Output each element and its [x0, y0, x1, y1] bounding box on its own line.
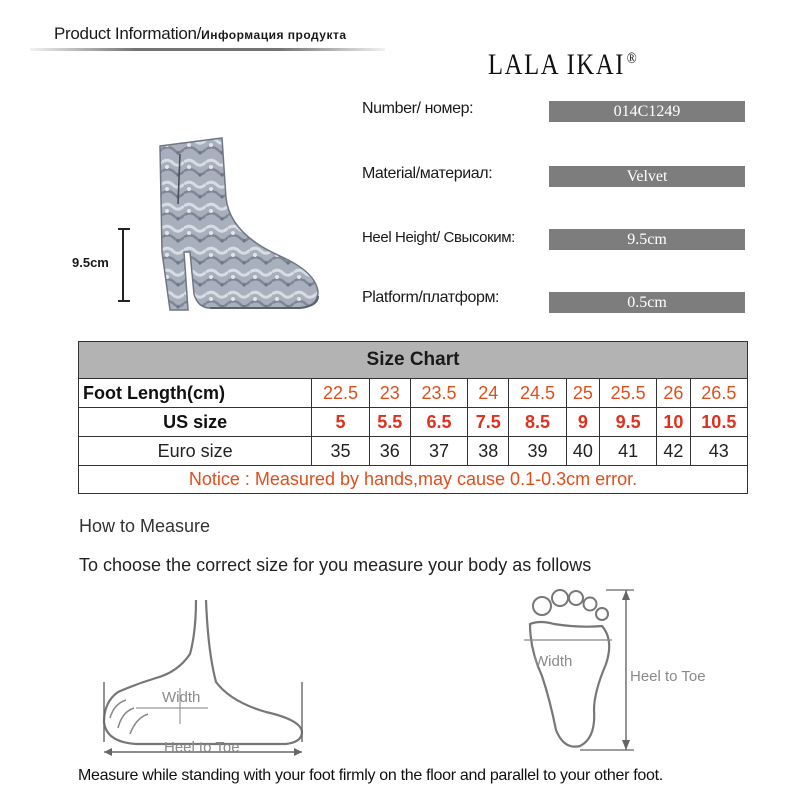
us-size-cell: 10	[657, 408, 690, 437]
size-chart-notice: Notice : Measured by hands,may cause 0.1-0.3cm error.	[79, 466, 748, 494]
spec-platform-value: 0.5cm	[549, 292, 745, 313]
foot-length-cell: 23.5	[410, 379, 467, 408]
measure-instruction: Measure while standing with your foot firmly on the floor and parallel to your other foot.	[78, 767, 663, 784]
euro-size-header: Euro size	[79, 437, 312, 466]
foot-length-cell: 25.5	[600, 379, 657, 408]
us-size-header: US size	[79, 408, 312, 437]
foot-length-cell: 23	[369, 379, 410, 408]
foot-length-cell: 22.5	[312, 379, 369, 408]
spec-number-value: 014C1249	[549, 101, 745, 122]
euro-size-cell: 43	[690, 437, 747, 466]
registered-mark: ®	[626, 50, 639, 67]
how-to-measure-title: How to Measure	[79, 516, 211, 536]
sole-foot-diagram	[510, 580, 740, 760]
product-info-title-ru: Информация продукта	[201, 28, 347, 42]
euro-size-cell: 41	[600, 437, 657, 466]
how-to-measure-description: To choose the correct size for you measure your body as follows	[79, 555, 592, 575]
euro-size-row	[79, 437, 748, 466]
toe-outline	[569, 591, 583, 605]
euro-size-cell: 38	[468, 437, 509, 466]
us-size-cell: 7.5	[468, 408, 509, 437]
side-foot-outline	[104, 600, 302, 744]
heel-height-label: 9.5cm	[72, 255, 109, 270]
us-size-cell: 9.5	[600, 408, 657, 437]
toe-outline	[596, 608, 608, 620]
euro-size-cell: 39	[509, 437, 566, 466]
us-size-cell: 6.5	[410, 408, 467, 437]
spec-platform-label: Platform/платформ:	[362, 289, 500, 306]
spec-heel-height-value: 9.5cm	[549, 229, 745, 250]
spec-number-label: Number/ номер:	[362, 100, 474, 117]
boot-image	[140, 134, 330, 324]
foot-length-cell: 26	[657, 379, 690, 408]
foot-length-cell: 26.5	[690, 379, 747, 408]
foot-length-cell: 25	[566, 379, 599, 408]
us-size-row	[79, 408, 748, 437]
product-info-title-en: Product Information/	[54, 24, 202, 43]
heel-height-indicator	[122, 228, 134, 302]
size-chart-title: Size Chart	[79, 342, 748, 379]
euro-size-cell: 42	[657, 437, 690, 466]
us-size-cell: 8.5	[509, 408, 566, 437]
euro-size-cell: 37	[410, 437, 467, 466]
size-chart-table	[78, 341, 748, 494]
sole-length-label: Heel to Toe	[630, 668, 706, 685]
foot-length-cell: 24.5	[509, 379, 566, 408]
foot-length-header: Foot Length(cm)	[79, 379, 312, 408]
euro-size-cell: 40	[566, 437, 599, 466]
foot-length-cell: 24	[468, 379, 509, 408]
toe-outline	[584, 598, 597, 611]
euro-size-cell: 36	[369, 437, 410, 466]
sole-outline	[530, 622, 609, 747]
product-info-title	[54, 24, 347, 44]
side-length-label: Heel to Toe	[164, 739, 240, 756]
us-size-cell: 5.5	[369, 408, 410, 437]
toe-outline	[533, 597, 551, 615]
spec-material-label: Material/материал:	[362, 165, 493, 182]
side-foot-diagram	[96, 592, 326, 762]
us-size-cell: 5	[312, 408, 369, 437]
us-size-cell: 10.5	[690, 408, 747, 437]
header-underline	[30, 48, 385, 51]
toe-outline	[552, 590, 568, 606]
brand-name: LALA IKAI	[488, 48, 626, 81]
us-size-cell: 9	[566, 408, 599, 437]
sole-width-label: Width	[534, 653, 573, 670]
spec-heel-height-label: Heel Height/ Свысоким:	[362, 229, 515, 246]
foot-length-row	[79, 379, 748, 408]
spec-material-value: Velvet	[549, 166, 745, 187]
euro-size-cell: 35	[312, 437, 369, 466]
side-width-label: Width	[162, 689, 201, 706]
brand-logo	[488, 48, 638, 82]
